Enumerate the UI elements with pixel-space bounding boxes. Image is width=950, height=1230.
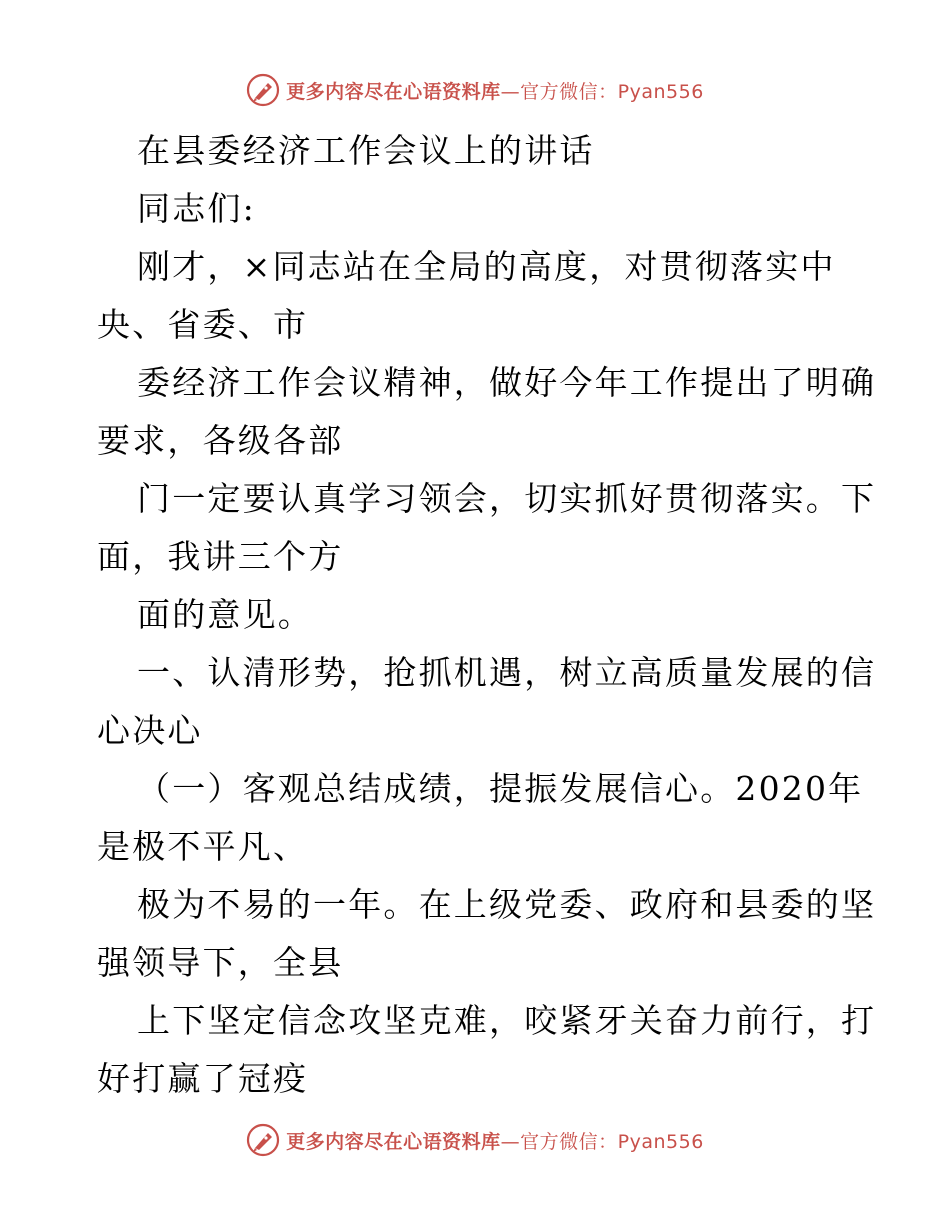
- footer-banner: [0, 1120, 950, 1160]
- footer-banner-wechat: —官方微信：Pyan556: [500, 1130, 704, 1153]
- text-line: 央、省委、市: [97, 305, 309, 344]
- text-line: 刚才，×同志站在全局的高度，对贯彻落实中: [137, 247, 836, 286]
- text-line: 强领导下，全县: [97, 943, 344, 982]
- header-banner-wechat: —官方微信：Pyan556: [500, 80, 704, 103]
- text-line: 委经济工作会议精神，做好今年工作提出了明确: [137, 363, 877, 402]
- fountain-pen-logo-icon: [246, 1123, 280, 1157]
- text-line: 在县委经济工作会议上的讲话: [137, 131, 595, 170]
- text-line: （一）客观总结成绩，提振发展信心。2020年: [137, 769, 864, 808]
- text-line: 要求，各级各部: [97, 421, 344, 460]
- text-line: 心决心: [97, 711, 203, 750]
- text-line: 同志们:: [137, 189, 256, 228]
- header-banner-text: [286, 77, 704, 104]
- text-line: 面，我讲三个方: [97, 537, 344, 576]
- text-line: 一、认清形势，抢抓机遇，树立高质量发展的信: [137, 653, 877, 692]
- text-line: 上下坚定信念攻坚克难，咬紧牙关奋力前行，打: [137, 1001, 877, 1040]
- header-banner: [0, 70, 950, 110]
- text-line: 是极不平凡、: [97, 827, 309, 866]
- fountain-pen-logo-icon: [246, 73, 280, 107]
- footer-banner-text: [286, 1127, 704, 1154]
- text-line: 好打赢了冠疫: [97, 1059, 309, 1098]
- document-body: [97, 122, 877, 1108]
- text-line: 门一定要认真学习领会，切实抓好贯彻落实。下: [137, 479, 877, 518]
- header-banner-title: 更多内容尽在心语资料库: [286, 80, 501, 103]
- text-line: 面的意见。: [137, 595, 313, 634]
- text-line: 极为不易的一年。在上级党委、政府和县委的坚: [137, 885, 877, 924]
- footer-banner-title: 更多内容尽在心语资料库: [286, 1130, 501, 1153]
